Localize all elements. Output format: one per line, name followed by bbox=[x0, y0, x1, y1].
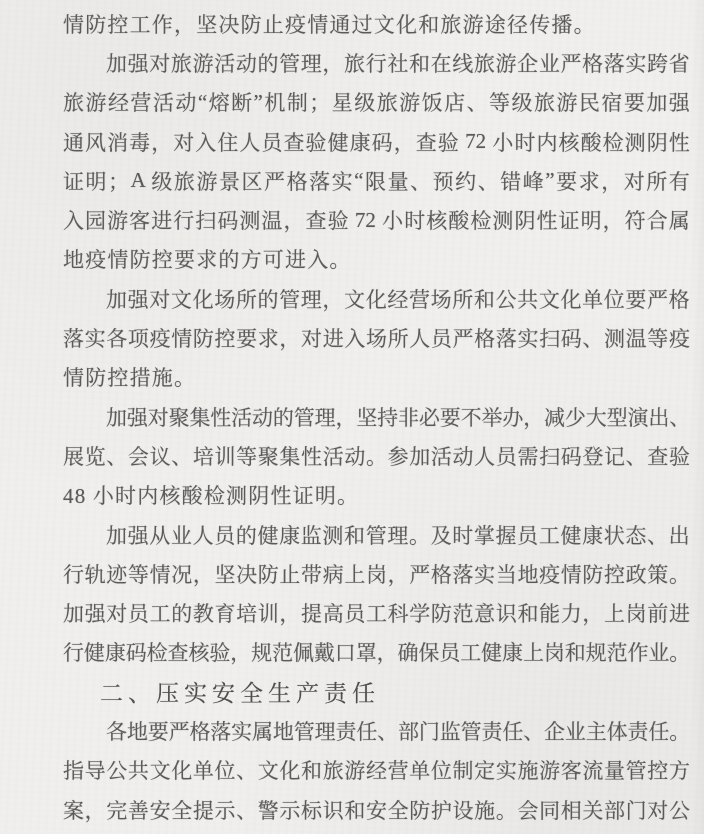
text-line: 情防控工作，坚决防止疫情通过文化和旅游途径传播。 bbox=[63, 12, 596, 37]
text-line: 各 地 要 严 格 落 实 属 地 管 理 责 任 、 部 门 监 管 责 任 、 企 业 主 体 责 任 。 bbox=[106, 719, 691, 744]
text-line: 行 轨 迹 等 情 况 ， 坚 决 防 止 带 病 上 岗 ， 严 格 落 实 当 地 疫 情 防 控 政 策 。 bbox=[63, 562, 690, 587]
text-line: 48 小时内核酸检测阴性证明。 bbox=[63, 484, 360, 509]
text-line: 地疫情防控要求的方可进入。 bbox=[63, 248, 352, 273]
text-line: 旅 游 经 营 活 动 “ 熔 断 ” 机 制 ； 星 级 旅 游 饭 店 、 等 级 旅 游 民 宿 要 加 强 bbox=[63, 89, 690, 116]
text-line: 加 强 对 聚 集 性 活 动 的 管 理 ， 坚 持 非 必 要 不 举 办 ， 减 少 大 型 演 出 、 bbox=[106, 405, 691, 430]
text-line: 入 园 游 客 进 行 扫 码 测 温 ， 查 验 72 小 时 核 酸 检 测 阴 性 证 明 ， 符 合 属 bbox=[63, 207, 690, 234]
text-line: 加 强 对 旅 游 活 动 的 管 理 ， 旅 行 社 和 在 线 旅 游 企 业 严 格 落 实 跨 省 bbox=[106, 51, 690, 76]
text-line: 行 健 康 码 检 查 核 验 ， 规 范 佩 戴 口 罩 ， 确 保 员 工 健 康 上 岗 和 规 范 作 业 。 bbox=[63, 641, 691, 666]
text-line: 案 ， 完 善 安 全 提 示 、 警 示 标 识 和 安 全 防 护 设 施 。 会 同 相 关 部 门 对 公 bbox=[63, 798, 690, 823]
text-line: 展 览 、 会 议 、 培 训 等 聚 集 性 活 动 。 参 加 活 动 人 员 需 扫 码 登 记 、 查 验 bbox=[63, 444, 690, 469]
text-line: 指 导 公 共 文 化 单 位 、 文 化 和 旅 游 经 营 单 位 制 定 实 施 游 客 流 量 管 控 方 bbox=[63, 759, 690, 784]
text-line: 证 明 ； A 级 旅 游 景 区 严 格 落 实 “ 限 量 、 预 约 、 错 峰 ” 要 求 ， 对 所 有 bbox=[63, 168, 690, 194]
text-line: 通 风 消 毒 ， 对 入 住 人 员 查 验 健 康 码 ， 查 验 72 小 时 内 核 酸 检 测 阴 性 bbox=[63, 129, 690, 155]
text-line: 加 强 对 文 化 场 所 的 管 理 ， 文 化 经 营 场 所 和 公 共 文 化 单 位 要 严 格 bbox=[106, 287, 690, 312]
text-line: 加 强 从 业 人 员 的 健 康 监 测 和 管 理 。 及 时 掌 握 员 工 健 康 状 态 、 出 bbox=[106, 523, 690, 548]
text-line: 加 强 对 员 工 的 教 育 培 训 ， 提 高 员 工 科 学 防 范 意 识 和 能 力 ， 上 岗 前 进 bbox=[63, 602, 690, 627]
text-line: 情防控措施。 bbox=[63, 366, 197, 391]
text-line: 落 实 各 项 疫 情 防 控 要 求 ， 对 进 入 场 所 人 员 严 格 落 实 扫 码 、 测 温 等 疫 bbox=[63, 327, 690, 352]
section-heading: 二、压实安全生产责任 bbox=[100, 680, 380, 707]
